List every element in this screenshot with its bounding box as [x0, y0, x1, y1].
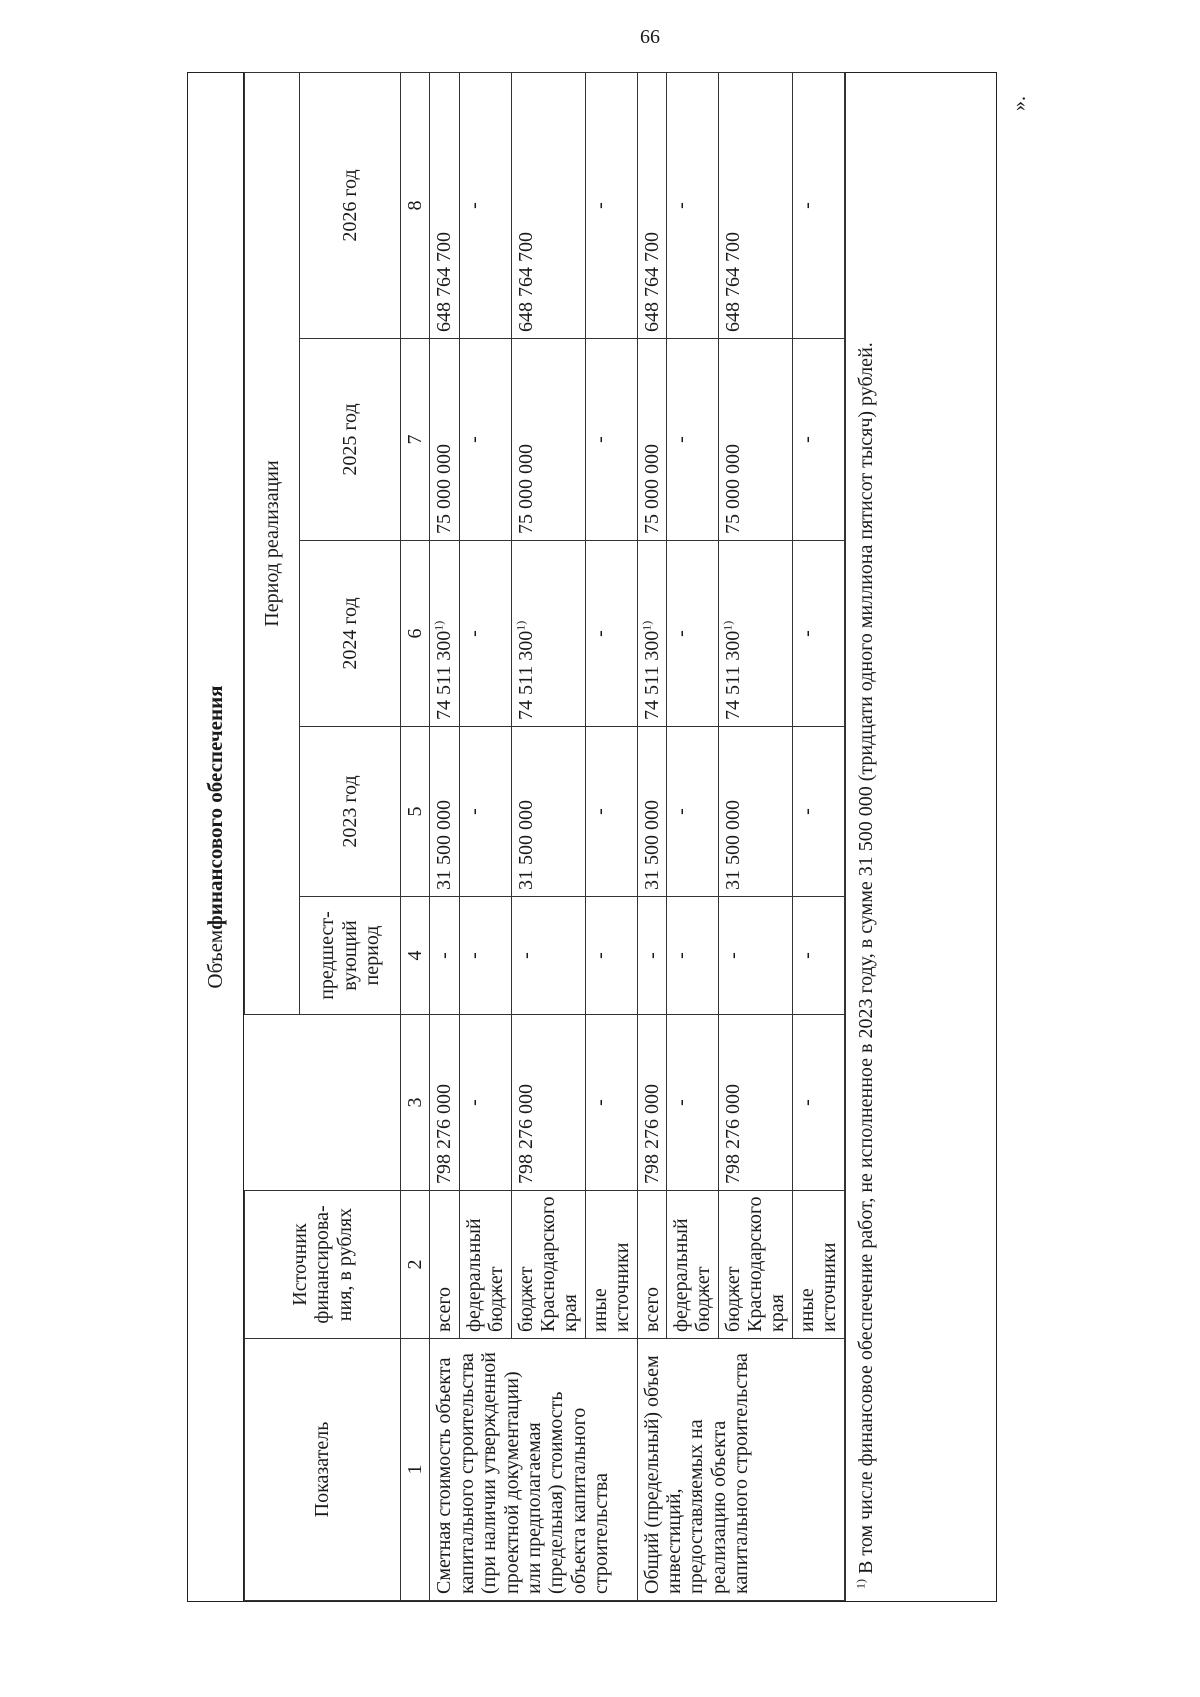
total-cell: 798 276 000	[430, 1015, 459, 1191]
previous-period-cell: -	[430, 897, 459, 1015]
column-number: 6	[401, 541, 430, 727]
value-2024-cell	[718, 541, 792, 727]
value-2024-cell	[637, 541, 666, 727]
footnote-ref: 1)	[512, 620, 527, 631]
footnote-ref: 1)	[720, 620, 735, 631]
value-2024-cell	[430, 541, 459, 727]
header-2025: 2025 год	[300, 339, 401, 541]
value-2023-cell: 31 500 000	[637, 727, 666, 897]
column-number: 2	[401, 1191, 430, 1339]
source-cell: бюджет Краснодарского края	[511, 1191, 585, 1339]
footnote-ref: 1)	[431, 620, 446, 631]
indicator-cell: Общий (предельный) объем инвестиций, предоставляемых на реализацию объекта капитального строительства	[637, 1339, 844, 1601]
value-2025-cell: -	[585, 339, 637, 541]
column-number: 4	[401, 897, 430, 1015]
total-cell: -	[666, 1015, 718, 1191]
previous-period-cell: -	[511, 897, 585, 1015]
value-2024-cell: -	[459, 541, 511, 727]
header-2024: 2024 год	[300, 541, 401, 727]
value-2023-cell: 31 500 000	[718, 727, 792, 897]
previous-period-cell: -	[666, 897, 718, 1015]
total-cell: 798 276 000	[718, 1015, 792, 1191]
source-cell: федеральный бюджет	[459, 1191, 511, 1339]
value-2025-cell: -	[459, 339, 511, 541]
column-number: 1	[401, 1339, 430, 1601]
value-2024-cell: -	[666, 541, 718, 727]
value-2024: 74 511 300	[514, 630, 537, 720]
value-2025-cell: 75 000 000	[511, 339, 585, 541]
previous-period-cell: -	[637, 897, 666, 1015]
value-2026-cell: -	[459, 73, 511, 339]
column-number: 8	[401, 73, 430, 339]
value-2024-cell: -	[585, 541, 637, 727]
value-2024: 74 511 300	[433, 630, 456, 720]
value-2025-cell: 75 000 000	[637, 339, 666, 541]
previous-period-cell: -	[718, 897, 792, 1015]
previous-period-cell: -	[459, 897, 511, 1015]
source-cell: иные источники	[585, 1191, 637, 1339]
total-cell: 798 276 000	[637, 1015, 666, 1191]
section-title-bold: финансового обеспечения	[203, 685, 227, 930]
source-cell: бюджет Краснодарского края	[718, 1191, 792, 1339]
footnote-text: В том числе финансовое обеспечение работ, не исполненное в 2023 году, в сумме 31 500 000 (тридцати одного миллиона пятисот тысяч) рублей.	[854, 342, 877, 1579]
value-2026-cell: 648 764 700	[511, 73, 585, 339]
value-2023-cell: 31 500 000	[430, 727, 459, 897]
value-2023-cell: -	[585, 727, 637, 897]
value-2023-cell: 31 500 000	[511, 727, 585, 897]
value-2026-cell: -	[666, 73, 718, 339]
column-number: 5	[401, 727, 430, 897]
value-2026-cell: -	[792, 73, 844, 339]
page-number: 66	[640, 26, 660, 48]
value-2025-cell: -	[792, 339, 844, 541]
footnote-ref: 1)	[638, 620, 653, 631]
value-2025-cell: 75 000 000	[430, 339, 459, 541]
total-cell: 798 276 000	[511, 1015, 585, 1191]
section-title	[188, 73, 244, 1601]
header-source: Источник финансирова-ния, в рублях	[245, 1191, 401, 1339]
indicator-cell: Сметная стоимость объекта капитального строительства (при наличии утвержденной проектной документации) или предполагаемая (предельная) стоимость объекта капитального строительства	[430, 1339, 637, 1601]
financing-table	[244, 72, 845, 1601]
value-2024: 74 511 300	[640, 630, 663, 720]
header-total-spacer	[245, 1015, 401, 1191]
financing-table-sheet	[187, 72, 997, 1602]
header-2023: 2023 год	[300, 727, 401, 897]
source-cell: иные источники	[792, 1191, 844, 1339]
value-2025-cell: -	[666, 339, 718, 541]
source-cell: всего	[637, 1191, 666, 1339]
value-2024-cell	[511, 541, 585, 727]
column-number-row	[401, 73, 430, 1601]
footnote	[845, 73, 883, 1601]
total-cell: -	[585, 1015, 637, 1191]
value-2026-cell: -	[585, 73, 637, 339]
table-row	[430, 73, 459, 1601]
source-cell: всего	[430, 1191, 459, 1339]
section-title-prefix: Объем	[203, 929, 227, 989]
closing-quote-mark: ».	[1008, 96, 1030, 111]
value-2026-cell: 648 764 700	[430, 73, 459, 339]
header-indicator: Показатель	[245, 1339, 401, 1601]
table-row	[637, 73, 666, 1601]
value-2023-cell: -	[459, 727, 511, 897]
value-2025-cell: 75 000 000	[718, 339, 792, 541]
previous-period-cell: -	[585, 897, 637, 1015]
header-row-top	[245, 73, 300, 1601]
value-2026-cell: 648 764 700	[718, 73, 792, 339]
header-period-group: Период реализации	[245, 73, 300, 1015]
column-number: 3	[401, 1015, 430, 1191]
total-cell: -	[792, 1015, 844, 1191]
value-2026-cell: 648 764 700	[637, 73, 666, 339]
footnote-mark: 1)	[852, 1579, 867, 1589]
value-2024-cell: -	[792, 541, 844, 727]
column-number: 7	[401, 339, 430, 541]
source-cell: федеральный бюджет	[666, 1191, 718, 1339]
total-cell: -	[459, 1015, 511, 1191]
header-2026: 2026 год	[300, 73, 401, 339]
header-previous-period: предшест-вующий период	[300, 897, 401, 1015]
value-2023-cell: -	[792, 727, 844, 897]
value-2023-cell: -	[666, 727, 718, 897]
value-2024: 74 511 300	[721, 630, 744, 720]
previous-period-cell: -	[792, 897, 844, 1015]
